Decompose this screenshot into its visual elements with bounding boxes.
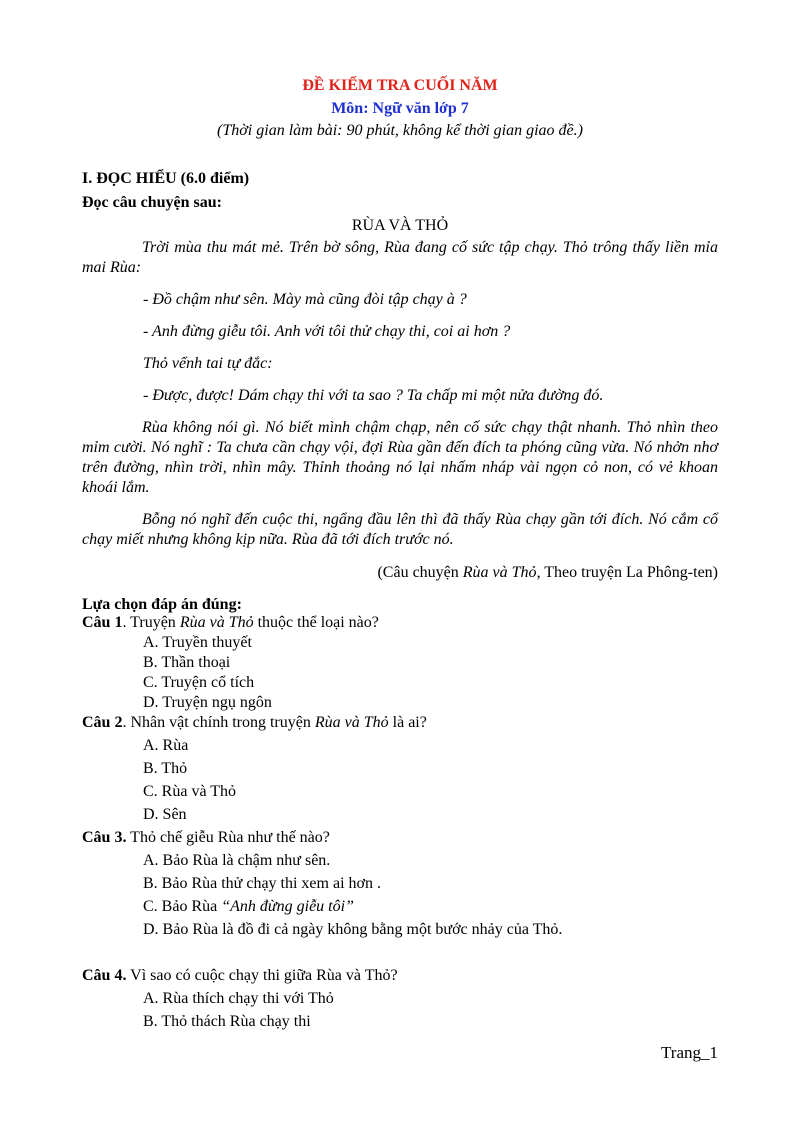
q2-option-d: D. Sên (143, 806, 187, 823)
story-dialogue-2: - Anh đừng giễu tôi. Anh với tôi thử chạy thi, coi ai hơn ? (143, 323, 511, 340)
question-text: . Nhân vật chính trong truyện (122, 714, 315, 731)
q2-option-c: C. Rùa và Thỏ (143, 783, 237, 800)
question-3 (82, 828, 330, 848)
story-paragraph-2: Rùa không nói gì. Nó biết mình chậm chạp, nên cố sức chạy thật nhanh. Thỏ nhìn theo mỉm cười. Nó nghĩ : Ta chưa cần chạy vội, đợi Rùa gần đến đích ta phóng cũng vừa. Nó nhởn nhơ trên đường, nhìn trời, nhìn mây. Thỉnh thoảng nó lại nhấm nháp vài ngọn cỏ non, có vẻ khoan khoái lắm. (82, 419, 718, 496)
reading-instruction: Đọc câu chuyện sau: (82, 194, 223, 211)
source-prefix: (Câu chuyện (377, 564, 463, 581)
story-paragraph-1: Trời mùa thu mát mẻ. Trên bờ sông, Rùa đang cố sức tập chạy. Thỏ trông thấy liền mỉa mai Rùa: (82, 239, 718, 276)
q3-option-c (143, 897, 354, 917)
choose-instruction: Lựa chọn đáp án đúng: (82, 596, 242, 613)
source-title: Rùa và Thỏ (462, 564, 537, 581)
question-text: . Truyện (122, 614, 180, 631)
question-number: Câu 1 (82, 614, 123, 631)
q2-option-b: B. Thỏ (143, 760, 188, 777)
story-source (377, 563, 718, 583)
question-text: Vì sao có cuộc chạy thi giữa Rùa và Thỏ? (126, 967, 398, 984)
question-text: Thỏ chế giễu Rùa như thế nào? (126, 829, 330, 846)
question-number: Câu 2 (82, 714, 123, 731)
q2-option-a: A. Rùa (143, 737, 189, 754)
source-suffix: , Theo truyện La Phông-ten) (536, 564, 718, 581)
exam-time-note: (Thời gian làm bài: 90 phút, không kể thời gian giao đề.) (217, 122, 583, 139)
q4-option-a: A. Rùa thích chạy thi với Thỏ (143, 990, 334, 1007)
q3-option-d: D. Bảo Rùa là đồ đi cả ngày không bằng một bước nhảy của Thỏ. (143, 921, 563, 938)
question-4 (82, 966, 398, 986)
question-2 (82, 713, 427, 733)
exam-title: ĐỀ KIỂM TRA CUỐI NĂM (302, 77, 498, 94)
q1-option-c: C. Truyện cổ tích (143, 674, 255, 691)
story-dialogue-4: - Được, được! Dám chạy thi với ta sao ? Ta chấp mi một nửa đường đó. (143, 387, 604, 404)
question-number: Câu 3. (82, 829, 127, 846)
option-text: C. Bảo Rùa (143, 898, 222, 915)
q1-option-a: A. Truyền thuyết (143, 634, 252, 651)
question-text: thuộc thể loại nào? (253, 614, 379, 631)
question-italic-text: Rùa và Thỏ (314, 714, 389, 731)
exam-subject: Môn: Ngữ văn lớp 7 (331, 100, 469, 117)
q3-option-a: A. Bảo Rùa là chậm như sên. (143, 852, 331, 869)
question-number: Câu 4. (82, 967, 127, 984)
page-number: Trang_1 (661, 1043, 718, 1062)
question-1 (82, 613, 379, 633)
option-italic-text: “Anh đừng giễu tôi” (221, 898, 354, 915)
story-dialogue-3: Thỏ vểnh tai tự đắc: (143, 355, 273, 372)
q3-option-b: B. Bảo Rùa thử chạy thi xem ai hơn . (143, 875, 381, 892)
story-dialogue-1: - Đồ chậm như sên. Mày mà cũng đòi tập chạy à ? (143, 291, 467, 308)
q4-option-b: B. Thỏ thách Rùa chạy thi (143, 1013, 311, 1030)
story-paragraph-3: Bỗng nó nghĩ đến cuộc thi, ngẩng đầu lên thì đã thấy Rùa chạy gần tới đích. Nó cắm cổ chạy miết nhưng không kịp nữa. Rùa đã tới đích trước nó. (82, 511, 718, 548)
section-heading: I. ĐỌC HIỂU (6.0 điểm) (82, 170, 250, 187)
question-italic-text: Rùa và Thỏ (179, 614, 254, 631)
q1-option-b: B. Thần thoại (143, 654, 231, 671)
q1-option-d: D. Truyện ngụ ngôn (143, 694, 272, 711)
question-text: là ai? (388, 714, 427, 731)
story-title: RÙA VÀ THỎ (351, 217, 449, 234)
